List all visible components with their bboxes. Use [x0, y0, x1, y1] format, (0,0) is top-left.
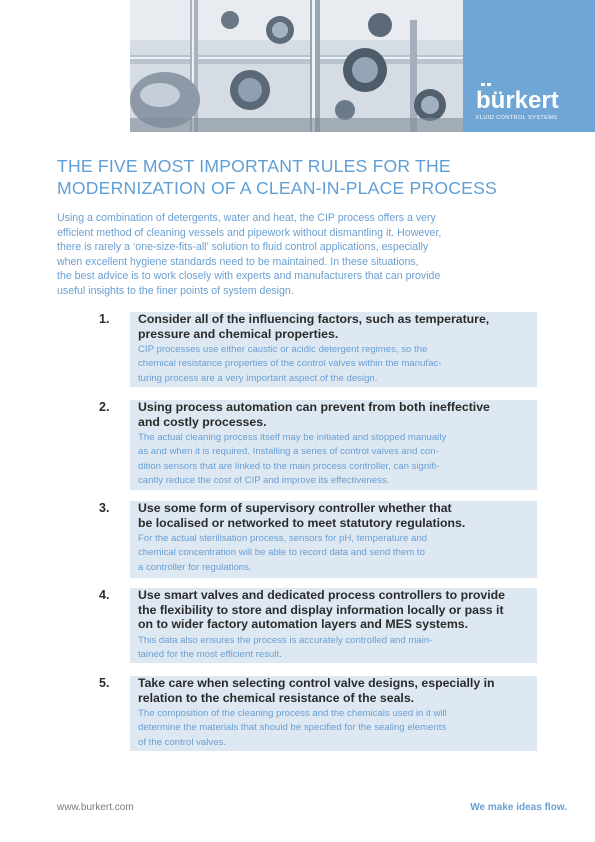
rule-number: 2. — [99, 400, 110, 414]
intro-line: there is rarely a ‘one-size-fits-all’ solution to fluid control applications, especially — [57, 241, 429, 254]
rule-5 — [99, 676, 537, 751]
rule-heading-line: Using process automation can prevent from both ineffective — [138, 400, 490, 414]
rule-heading-line: Use some form of supervisory controller whether that — [138, 501, 452, 515]
rule-body-line: cantly reduce the cost of CIP and improve its effectiveness. — [138, 475, 390, 487]
rule-2 — [99, 400, 537, 490]
intro-paragraph — [57, 211, 557, 299]
footer-website-link[interactable]: www.burkert.com — [57, 802, 134, 813]
rule-number: 4. — [99, 588, 110, 602]
intro-line: the best advice is to work closely with experts and manufacturers that can provide — [57, 270, 441, 283]
logo-umlaut-bars — [476, 83, 496, 87]
rule-body-line: as and when it is required. Installing a series of control valves and con- — [138, 446, 439, 458]
rule-body-line: chemical concentration will be able to record data and send them to — [138, 547, 425, 559]
rule-body — [130, 429, 537, 489]
rule-body-line: For the actual sterilisation process, sensors for pH, temperature and — [138, 533, 428, 544]
rule-body-line: The actual cleaning process itself may be initiated and stopped manually — [138, 432, 447, 443]
rule-heading-line: the flexibility to store and display information locally or pass it — [138, 602, 504, 617]
intro-line: useful insights to the finer points of system design. — [57, 284, 294, 297]
rule-body-line: a controller for regulations. — [138, 561, 252, 573]
rule-heading-line: relation to the chemical resistance of the seals. — [138, 690, 415, 705]
rule-heading-line: Use smart valves and dedicated process controllers to provide — [138, 588, 505, 602]
rule-heading — [130, 312, 537, 341]
rule-heading — [130, 501, 537, 530]
brand-tagline: FLUID CONTROL SYSTEMS — [476, 115, 558, 121]
rule-body-line: of the control valves. — [138, 736, 226, 748]
rule-heading — [130, 588, 537, 632]
rule-body-line: This data also ensures the process is accurately controlled and main- — [138, 634, 433, 646]
rule-4 — [99, 588, 537, 663]
rule-body-line: determine the materials that should be specified for the sealing elements — [138, 722, 447, 734]
rule-heading-line: be localised or networked to meet statutory regulations. — [138, 515, 466, 530]
rule-body-line: chemical resistance properties of the control valves within the manufac- — [138, 358, 442, 370]
rule-1 — [99, 312, 537, 387]
brand-name: bürkert — [476, 87, 559, 114]
intro-line: when excellent hygiene standards need to be maintained. In these situations, — [57, 255, 419, 268]
rule-heading-line: Take care when selecting control valve designs, especially in — [138, 676, 495, 690]
rule-heading — [130, 676, 537, 705]
title-line: MODERNIZATION OF A CLEAN-IN-PLACE PROCESS — [57, 178, 497, 198]
burkert-logo — [476, 89, 576, 121]
page-title — [57, 155, 577, 199]
rule-heading-line: Consider all of the influencing factors, such as temperature, — [138, 312, 490, 326]
rule-body-line: CIP processes use either caustic or acidic detergent regimes, so the — [138, 344, 428, 355]
intro-line: Using a combination of detergents, water and heat, the CIP process offers a very — [57, 212, 436, 224]
rule-heading-line: and costly processes. — [138, 414, 267, 429]
rule-3 — [99, 501, 537, 578]
header-photo — [130, 0, 463, 132]
rule-heading-line: on to wider factory automation layers and MES systems. — [138, 617, 469, 631]
rule-number: 3. — [99, 501, 110, 515]
rule-body — [130, 705, 537, 750]
title-line: THE FIVE MOST IMPORTANT RULES FOR THE — [57, 156, 451, 176]
rule-body — [130, 530, 537, 575]
rule-number: 5. — [99, 676, 110, 690]
intro-line: efficient method of cleaning vessels and pipework without dismantling it. However, — [57, 226, 442, 239]
rule-body-line: turing process are a very important aspect of the design. — [138, 372, 378, 384]
rule-body-line: tained for the most efficient result. — [138, 648, 282, 660]
rule-body — [130, 632, 537, 663]
rule-heading — [130, 400, 537, 429]
rule-heading-line: pressure and chemical properties. — [138, 326, 339, 341]
valve-pipework-image — [130, 0, 463, 132]
rule-body-line: dition sensors that are linked to the main process controller, can signifi- — [138, 460, 440, 472]
rule-body — [130, 341, 537, 386]
rule-body-line: The composition of the cleaning process and the chemicals used in it will — [138, 708, 447, 719]
footer-slogan: We make ideas flow. — [470, 802, 567, 813]
rule-number: 1. — [99, 312, 110, 326]
